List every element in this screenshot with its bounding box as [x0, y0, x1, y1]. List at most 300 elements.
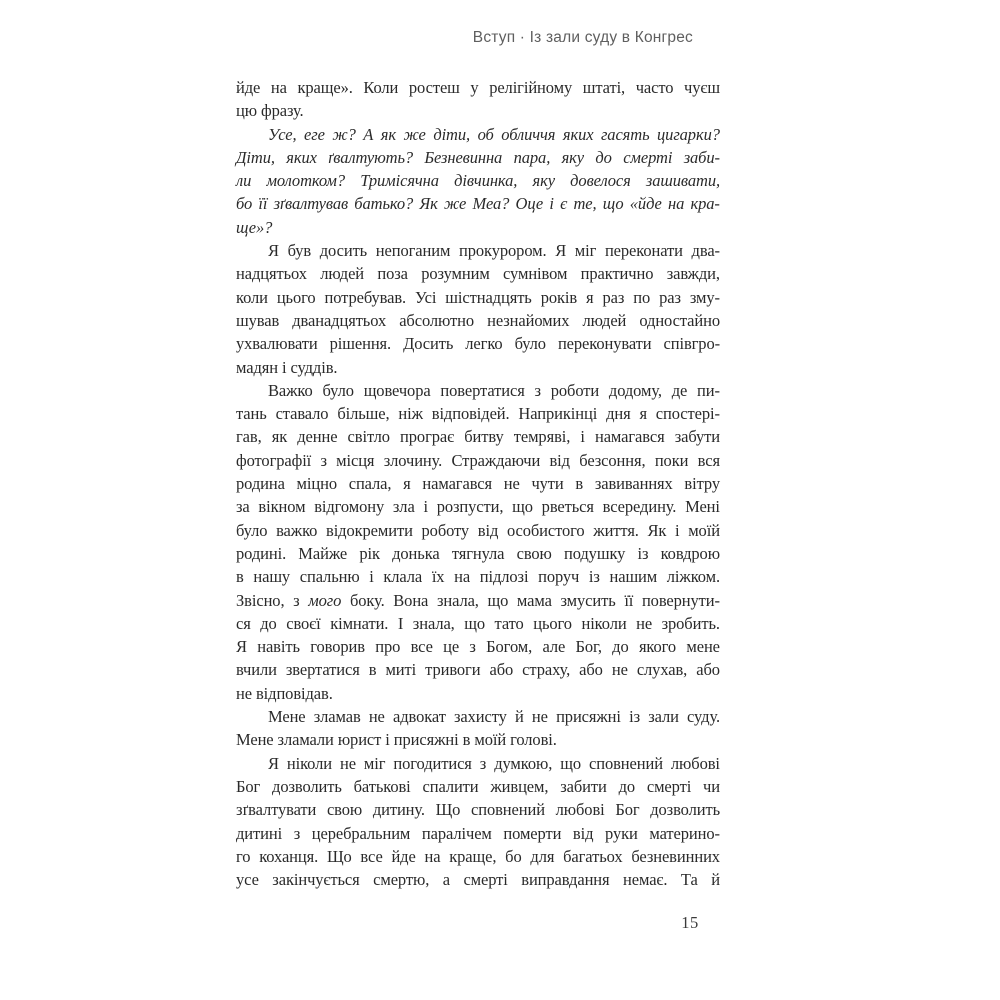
text-line — [236, 286, 720, 309]
word: донька — [392, 543, 440, 563]
word: битву — [464, 427, 504, 447]
word: яку — [561, 147, 585, 167]
word: зґвалтувати — [236, 800, 317, 820]
word: вся — [697, 450, 720, 470]
word: від — [572, 823, 594, 843]
word: у — [470, 78, 479, 97]
text-segment: мадян і суддів. — [236, 357, 338, 377]
body-text — [236, 76, 720, 891]
word: любові — [670, 753, 720, 773]
word: цигарки? — [657, 124, 720, 144]
word: їх — [431, 567, 445, 587]
word: розпусти, — [436, 497, 504, 517]
word: розумним — [421, 264, 490, 284]
text-line — [236, 262, 720, 285]
word: Наприкінці — [518, 404, 598, 424]
word: рветься — [541, 497, 594, 517]
word: рік — [359, 543, 380, 563]
word: не — [503, 474, 520, 494]
word: кра- — [690, 194, 720, 214]
word: ухвалювати — [236, 334, 318, 354]
word: дозволить — [272, 776, 342, 796]
word: до — [618, 776, 636, 796]
word: зали — [648, 707, 679, 727]
word: легко — [465, 334, 503, 354]
word: тривоги — [425, 660, 481, 680]
word: з — [293, 823, 301, 843]
word: шував — [236, 310, 280, 330]
word: зму- — [689, 287, 720, 307]
text-line — [236, 449, 720, 472]
word: є — [560, 194, 568, 214]
word: два- — [691, 241, 720, 261]
word: сповнений — [588, 753, 663, 773]
word: церебральним — [311, 823, 411, 843]
word: кімнати. — [330, 613, 389, 633]
word: забити — [560, 776, 607, 796]
word: із — [588, 567, 600, 587]
word: все — [410, 637, 433, 657]
running-header — [237, 29, 693, 47]
word: коли — [236, 287, 268, 307]
word: немає. — [623, 870, 668, 890]
word: переконувати — [557, 334, 652, 354]
word: закінчується — [272, 870, 360, 890]
word: ж? — [332, 124, 356, 144]
word: миті — [385, 660, 417, 680]
word: Майже — [298, 543, 348, 563]
word: батько? — [354, 194, 414, 214]
word: І — [397, 613, 404, 633]
text-line — [236, 123, 720, 146]
word: і — [369, 567, 374, 587]
word: знала, — [412, 613, 455, 633]
word: що — [464, 613, 485, 633]
word: гав, — [236, 427, 262, 447]
word: й — [711, 870, 720, 890]
word: важко — [276, 520, 318, 540]
word: Досить — [403, 334, 454, 354]
word: подушку — [563, 543, 626, 563]
word: поруч — [538, 567, 580, 587]
word: про — [375, 637, 401, 657]
word: додому, — [608, 380, 662, 400]
word: спальню — [299, 567, 360, 587]
text-line — [236, 565, 720, 588]
word: зашивати, — [645, 171, 720, 191]
word: програє — [400, 427, 455, 447]
word: Я — [555, 241, 567, 261]
word: з — [320, 450, 327, 470]
word: зла — [392, 497, 415, 517]
word: і — [423, 497, 428, 517]
word: це — [443, 637, 460, 657]
word: як — [380, 124, 396, 144]
word: або — [579, 660, 603, 680]
word: все — [360, 846, 383, 866]
word: ковдрою — [660, 543, 720, 563]
word: до — [595, 147, 612, 167]
word: родині. — [236, 543, 287, 563]
word: сумнівом — [503, 264, 568, 284]
word: безневинних — [631, 846, 720, 866]
word: з — [293, 590, 300, 610]
word: захисту — [454, 707, 507, 727]
word: материно- — [649, 823, 720, 843]
text-line — [236, 425, 720, 448]
word: життя. — [593, 520, 639, 540]
word: підлозі — [479, 567, 529, 587]
word: Вона — [393, 590, 429, 610]
word: міг — [363, 753, 386, 773]
word: із — [637, 543, 649, 563]
text-line — [236, 495, 720, 518]
word: повертатися — [440, 380, 525, 400]
word: намагався — [594, 427, 665, 447]
word: йде — [391, 846, 416, 866]
word: чути — [531, 474, 564, 494]
word: спалити — [422, 776, 479, 796]
word: родина — [236, 474, 285, 494]
word: Мені — [685, 497, 720, 517]
word: боку. — [349, 590, 385, 610]
word: смертю, — [373, 870, 430, 890]
word: Бог — [615, 800, 640, 820]
word: обличчя — [501, 124, 556, 144]
word: безсоння, — [579, 450, 646, 470]
running-header-text: Вступ · Із зали суду в Конгрес — [472, 29, 693, 46]
word: не — [531, 707, 548, 727]
text-line — [236, 682, 720, 705]
word: я — [403, 474, 411, 494]
word: Усе, — [268, 124, 297, 144]
word: померти — [503, 823, 562, 843]
word: Звісно, — [236, 590, 285, 610]
word: для — [530, 846, 555, 866]
word: ли — [236, 171, 252, 191]
word: людей — [320, 264, 365, 284]
word: багатьох — [563, 846, 623, 866]
word: дівчинка, — [454, 171, 518, 191]
word: до — [260, 613, 277, 633]
word: або — [489, 660, 514, 680]
text-line — [236, 519, 720, 542]
word: зробить. — [661, 613, 720, 633]
word: адвокат — [392, 707, 446, 727]
word: ґвалтують? — [328, 147, 414, 167]
word: і — [549, 194, 554, 214]
word: тягнула — [451, 543, 505, 563]
word: смерті — [463, 870, 508, 890]
text-line — [236, 146, 720, 169]
word: відповідей. — [431, 404, 510, 424]
text-line — [236, 658, 720, 681]
word: молотком? — [266, 171, 345, 191]
word: тато — [494, 613, 524, 633]
word: тань — [236, 404, 267, 424]
text-line — [236, 752, 720, 775]
word: з — [534, 380, 541, 400]
word: незнайомих — [487, 310, 570, 330]
word: раз — [659, 287, 681, 307]
word: Як — [647, 520, 667, 540]
word: Я — [236, 637, 247, 657]
word: денне — [297, 427, 338, 447]
word: світло — [347, 427, 390, 447]
word: Мене — [268, 707, 306, 727]
word: що — [487, 590, 509, 610]
word: чуєш — [684, 78, 720, 97]
word: Коли — [363, 78, 399, 97]
word: на — [454, 567, 471, 587]
word: її — [258, 194, 268, 214]
word: Що — [435, 800, 461, 820]
word: цього — [533, 613, 572, 633]
word: а — [442, 870, 450, 890]
word: дитині — [236, 823, 283, 843]
word: прокурором. — [459, 241, 547, 261]
word: її — [624, 590, 634, 610]
word: рішення. — [329, 334, 392, 354]
word: присяжні — [556, 707, 621, 727]
word: відгомону — [314, 497, 385, 517]
text-segment: цю фразу. — [236, 101, 304, 121]
word: переконати — [604, 241, 683, 261]
word: було — [514, 334, 546, 354]
text-line — [236, 309, 720, 332]
word: практично — [580, 264, 654, 284]
word: страху, — [522, 660, 571, 680]
word: вчили — [236, 660, 277, 680]
word: забути — [674, 427, 720, 447]
word: роботу — [421, 520, 470, 540]
word: Оце — [515, 194, 544, 214]
word: навіть — [257, 637, 300, 657]
text-line — [236, 169, 720, 192]
word: чи — [703, 776, 720, 796]
word: зламав — [313, 707, 361, 727]
word: Тримісячна — [360, 171, 439, 191]
word: краще». — [297, 78, 353, 97]
word: Як — [419, 194, 438, 214]
text-line — [236, 332, 720, 355]
word: звертатися — [285, 660, 360, 680]
word: Я — [268, 241, 279, 261]
word: руки — [605, 823, 638, 843]
word: любові — [555, 800, 605, 820]
word: я — [586, 287, 594, 307]
word: не — [368, 707, 385, 727]
word: темряві, — [513, 427, 571, 447]
text-segment: Мене зламали юрист і присяжні в моїй голові. — [236, 730, 557, 750]
text-line — [236, 728, 720, 751]
word: смерті — [646, 776, 692, 796]
word: в — [236, 567, 244, 587]
word: ліжком. — [666, 567, 720, 587]
word: смерті — [623, 147, 673, 167]
text-line — [236, 775, 720, 798]
word: із — [629, 707, 640, 727]
word: особистого — [506, 520, 585, 540]
word: пи- — [697, 380, 720, 400]
word: ніж — [398, 404, 423, 424]
word: гасять — [600, 124, 650, 144]
text-line — [236, 99, 720, 122]
word: дванадцятьох — [292, 310, 387, 330]
word: якого — [638, 637, 677, 657]
word: батькові — [353, 776, 411, 796]
word: Богом, — [486, 637, 533, 657]
word: пара, — [513, 147, 551, 167]
word: Я — [268, 753, 279, 773]
word: й — [514, 707, 524, 727]
word: було — [236, 520, 268, 540]
word: непоганим — [375, 241, 451, 261]
word: злочину. — [383, 450, 443, 470]
word: часто — [635, 78, 674, 97]
word: знала, — [436, 590, 479, 610]
word: і — [675, 520, 680, 540]
word: спостері- — [655, 404, 720, 424]
word: свою — [326, 800, 363, 820]
word: йде — [236, 78, 261, 97]
word: же — [444, 194, 467, 214]
word: сповнений — [471, 800, 545, 820]
text-line — [236, 845, 720, 868]
word: завиваннях — [594, 474, 673, 494]
word: повернути- — [641, 590, 720, 610]
text-line — [236, 239, 720, 262]
text-line — [236, 612, 720, 635]
word: дитину. — [372, 800, 425, 820]
word: релігійному — [489, 78, 573, 97]
word: поки — [654, 450, 689, 470]
word: на — [668, 194, 685, 214]
word: ся — [236, 613, 251, 633]
word: по — [633, 287, 651, 307]
word: намагався — [422, 474, 493, 494]
text-line — [236, 635, 720, 658]
word: було — [322, 380, 354, 400]
word: Бог, — [575, 637, 602, 657]
word: довелося — [570, 171, 631, 191]
word: співгро- — [663, 334, 720, 354]
word: погодитися — [393, 753, 472, 773]
text-line — [236, 76, 720, 99]
word: в — [368, 660, 377, 680]
word: ніколи — [286, 753, 332, 773]
word: щовечора — [363, 380, 431, 400]
word: Усі — [415, 287, 437, 307]
word: об — [477, 124, 494, 144]
text-line — [236, 216, 720, 239]
word: не — [339, 753, 356, 773]
word: яких — [562, 124, 594, 144]
word: і — [580, 427, 585, 447]
word: Важко — [268, 380, 313, 400]
word: усе — [236, 870, 259, 890]
text-segment: не відповідав. — [236, 683, 333, 703]
word: своєї — [286, 613, 321, 633]
word: діти, — [433, 124, 471, 144]
text-line — [236, 822, 720, 845]
word: живцем, — [490, 776, 549, 796]
word: не — [611, 660, 628, 680]
word: клала — [383, 567, 423, 587]
text-segment: ще»? — [236, 217, 273, 237]
word: цього — [276, 287, 316, 307]
word: думкою, — [494, 753, 553, 773]
text-line — [236, 192, 720, 215]
word: яких — [286, 147, 317, 167]
word: міг — [574, 241, 597, 261]
word: міцно — [296, 474, 337, 494]
word: штаті, — [582, 78, 626, 97]
word: з — [469, 637, 476, 657]
word: на — [270, 78, 287, 97]
word: нашу — [253, 567, 291, 587]
word: яку — [532, 171, 555, 191]
word: в — [575, 474, 584, 494]
word: але — [542, 637, 566, 657]
word: не — [636, 613, 653, 633]
word: змусить — [560, 590, 616, 610]
word: абсолютно — [399, 310, 475, 330]
word: одностайно — [639, 310, 720, 330]
word: поза — [377, 264, 408, 284]
word: Що — [326, 846, 352, 866]
text-line — [236, 705, 720, 728]
word: те, — [573, 194, 597, 214]
word: А — [363, 124, 374, 144]
word: мого — [308, 590, 342, 610]
text-line — [236, 868, 720, 891]
word: Безневинна — [424, 147, 503, 167]
word: був — [287, 241, 312, 261]
word: еге — [304, 124, 325, 144]
word: досить — [319, 241, 368, 261]
word: відокремити — [326, 520, 413, 540]
word: Меа? — [472, 194, 510, 214]
word: суду. — [687, 707, 720, 727]
word: надцятьох — [236, 264, 307, 284]
word: або — [696, 660, 720, 680]
word: дня — [606, 404, 631, 424]
text-line — [236, 542, 720, 565]
word: вікном — [258, 497, 306, 517]
word: коханця. — [259, 846, 319, 866]
word: мене — [686, 637, 720, 657]
word: від — [477, 520, 499, 540]
word: ніколи — [581, 613, 627, 633]
word: ростеш — [408, 78, 460, 97]
text-line — [236, 356, 720, 379]
word: же — [403, 124, 426, 144]
word: вітру — [684, 474, 720, 494]
word: на — [424, 846, 441, 866]
word: років — [540, 287, 578, 307]
word: свою — [516, 543, 552, 563]
word: нашим — [609, 567, 658, 587]
word: дозволить — [650, 800, 720, 820]
word: краще, — [449, 846, 497, 866]
word: раз — [602, 287, 625, 307]
word: Страждаючи — [451, 450, 541, 470]
word: виправдання — [521, 870, 610, 890]
word: за — [236, 497, 250, 517]
word: паралічем — [421, 823, 492, 843]
word: як — [271, 427, 288, 447]
